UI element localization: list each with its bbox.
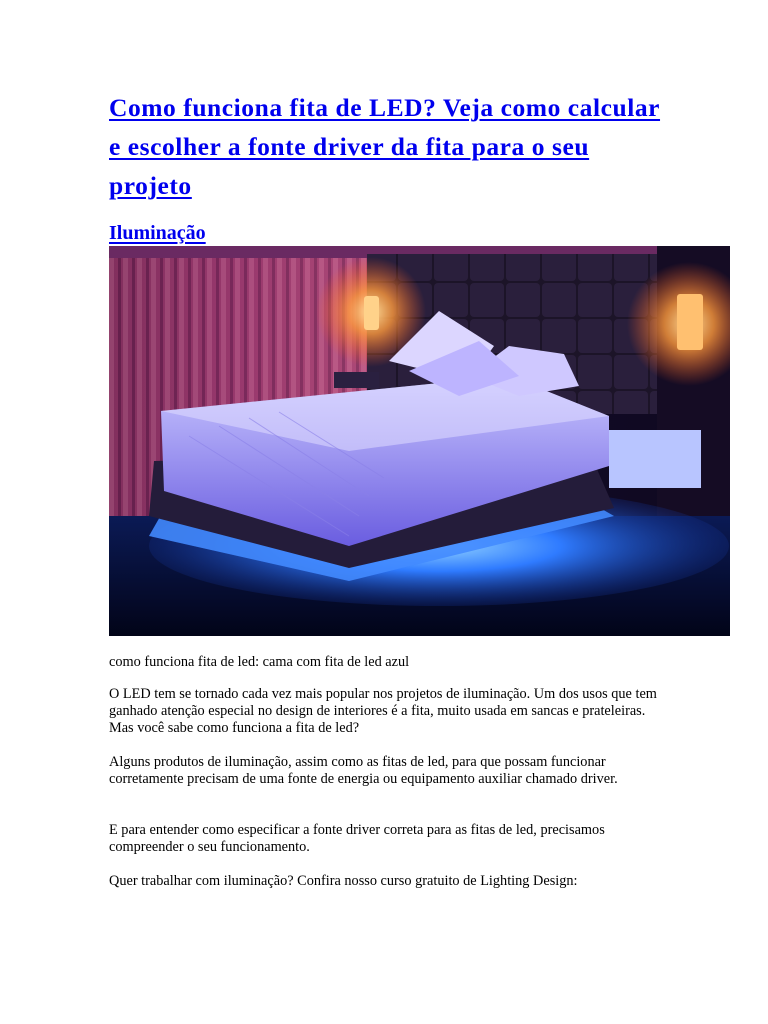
article-title[interactable] — [109, 88, 669, 205]
hero-image — [109, 246, 730, 636]
image-caption: como funciona fita de led: cama com fita de led azul — [109, 654, 410, 670]
article-title-link[interactable]: Como funciona fita de LED? Veja como calcular e escolher a fonte driver da fita para o seu projeto — [109, 93, 661, 200]
paragraph-course: Quer trabalhar com iluminação? Confira nosso curso gratuito de Lighting Design: — [109, 873, 578, 889]
paragraph-intro: O LED tem se tornado cada vez mais popular nos projetos de iluminação. Um dos usos que tem ganhado atenção especial no design de interiores é a fita, muito usada em sancas e prateleiras. Mas você sabe como funciona a fita de led? — [109, 686, 657, 736]
article — [109, 88, 669, 889]
bed-with-blue-led-strip-icon — [109, 246, 730, 636]
category-link[interactable]: Iluminação — [109, 222, 206, 244]
paragraph-driver: Alguns produtos de iluminação, assim como as fitas de led, para que possam funcionar corretamente precisam de uma fonte de energia ou equipamento auxiliar chamado driver. — [109, 754, 618, 787]
paragraph-specify: E para entender como especificar a fonte driver correta para as fitas de led, precisamos compreender o seu funcionamento. — [109, 822, 605, 855]
